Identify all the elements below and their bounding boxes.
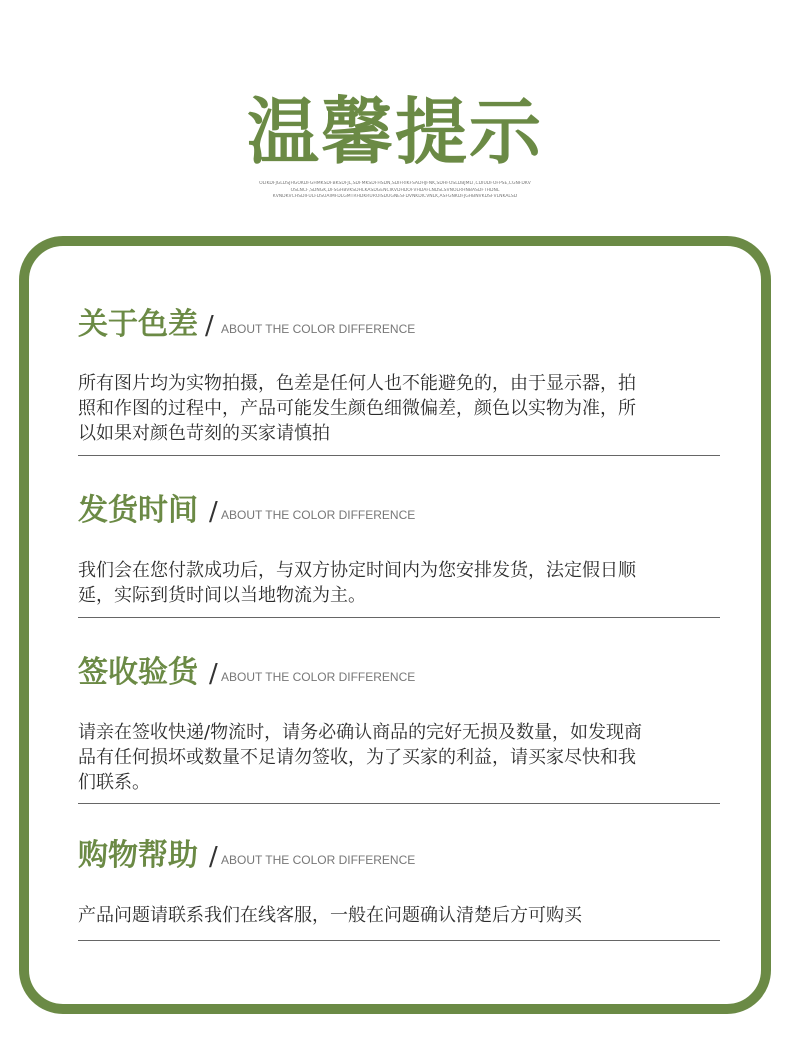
section-shipping-time <box>78 491 720 606</box>
section-slash: / <box>209 659 218 689</box>
section-slash: / <box>205 311 214 341</box>
section-subtitle: ABOUT THE COLOR DIFFERENCE <box>221 508 416 522</box>
section-color-difference <box>78 305 720 444</box>
body-line: 品有任何损坏或数量不足请勿签收，为了买家的利益，请买家尽快和我 <box>78 747 636 768</box>
fine-print-block <box>220 181 570 201</box>
section-slash: / <box>209 497 218 527</box>
section-subtitle: ABOUT THE COLOR DIFFERENCE <box>221 853 416 867</box>
section-title: 购物帮助 <box>78 838 198 873</box>
section-header <box>78 305 720 345</box>
fine-print-line: OSLNCF,SDNGK,DFSGHBVKSDHLKASDGENCIKVDHDOFVHDAFLNDSLSVNOLRHNBASDFTHDNL <box>290 187 500 193</box>
section-divider <box>78 455 720 456</box>
section-receipt-inspection <box>78 653 720 793</box>
section-slash: / <box>209 842 218 872</box>
section-shopping-help <box>78 836 720 926</box>
section-header <box>78 653 720 693</box>
page-title: 温馨提示 <box>246 90 543 174</box>
body-line: 产品问题请联系我们在线客服，一般在问题确认清楚后方可购买 <box>78 905 582 926</box>
section-divider <box>78 940 720 941</box>
section-header <box>78 836 720 876</box>
body-line: 所有图片均为实物拍摄，色差是任何人也不能避免的，由于显示器，拍 <box>78 373 636 394</box>
section-body <box>78 720 720 795</box>
body-line: 照和作图的过程中，产品可能发生颜色细微偏差，颜色以实物为准，所 <box>78 398 636 419</box>
section-header <box>78 491 720 531</box>
section-divider <box>78 803 720 804</box>
section-divider <box>78 617 720 618</box>
section-body <box>78 903 720 928</box>
section-title: 发货时间 <box>78 493 198 528</box>
section-title: 签收验货 <box>78 655 198 690</box>
section-subtitle: ABOUT THE COLOR DIFFERENCE <box>221 322 416 336</box>
section-title: 关于色差 <box>78 307 198 342</box>
body-line: 以如果对颜色苛刻的买家请慎拍 <box>78 423 330 444</box>
fine-print-line: KVNDKVCHSDIFULFDSUAIMFDLGMTRHDKRUROISDUGNESFDVNKDICVNLK,ASFGNKDFJGHBNVKDSFVLNKALSD <box>272 194 518 199</box>
section-body <box>78 371 720 446</box>
body-line: 延，实际到货时间以当地物流为主。 <box>78 585 366 606</box>
body-line: 们联系。 <box>78 772 150 793</box>
fine-print-line: OLIKDFJGLDSJHGOKDFGHMKSDFBKSDFJL,SDFMKSDFHSDN,SDIFRIKFSADHJFNK,SDHFOSLDBJMLT,CDIUDFOFPSE,CGNFDKV <box>259 181 531 186</box>
section-subtitle: ABOUT THE COLOR DIFFERENCE <box>221 670 416 684</box>
body-line: 我们会在您付款成功后，与双方协定时间内为您安排发货，法定假日顺 <box>78 560 636 581</box>
notice-card <box>19 236 771 1014</box>
body-line: 请亲在签收快递/物流时，请务必确认商品的完好无损及数量，如发现商 <box>78 722 643 743</box>
section-body <box>78 558 720 608</box>
